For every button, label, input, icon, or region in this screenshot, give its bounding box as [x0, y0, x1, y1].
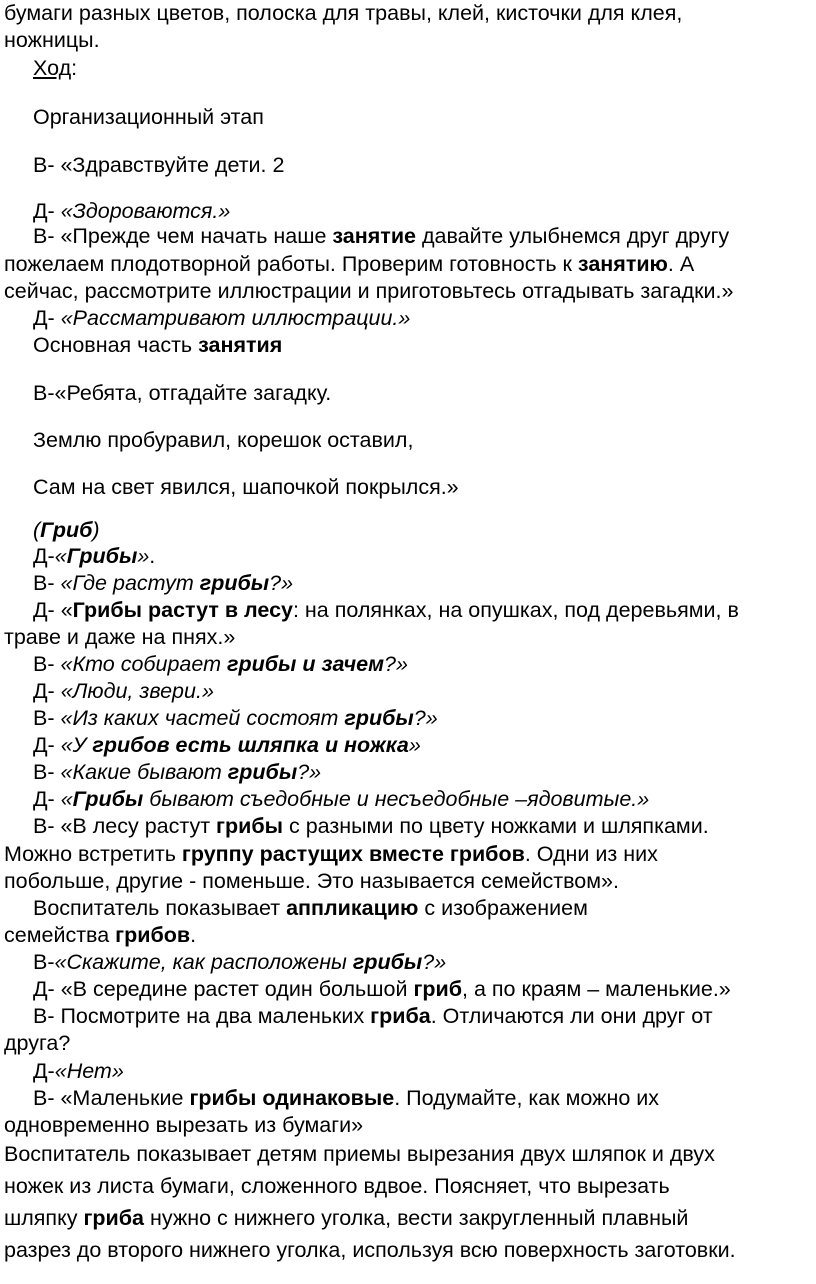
riddle-line: Сам на свет явился, шапочкой покрылся.»: [33, 475, 459, 499]
text-line: В- «Из каких частей состоят грибы?»: [33, 706, 438, 730]
text-line: Д- «Рассматривают иллюстрации.»: [33, 306, 411, 330]
text-line: траве и даже на пнях.»: [4, 625, 236, 649]
text-line: Основная часть занятия: [33, 333, 283, 357]
text-line: В- Посмотрите на два маленьких гриба. Отличаются ли они друг от: [33, 1004, 713, 1028]
text-line: В- «Кто собирает грибы и зачем?»: [33, 652, 408, 676]
text-line: В- «Прежде чем начать наше занятие давайте улыбнемся друг другу: [33, 224, 730, 248]
text-line: шляпку гриба нужно с нижнего уголка, вести закругленный плавный: [4, 1206, 689, 1230]
text-line: сейчас, рассмотрите иллюстрации и приготовьтесь отгадывать загадки.»: [4, 279, 734, 303]
text-line: Д- «У грибов есть шляпка и ножка»: [33, 733, 421, 757]
text-line: разрез до второго нижнего уголка, используя всю поверхность заготовки.: [4, 1238, 736, 1262]
text-line: В- «В лесу растут грибы с разными по цвету ножками и шляпками.: [33, 814, 709, 838]
section-heading-progress: Ход:: [33, 56, 78, 80]
text-line: (Гриб): [33, 518, 100, 542]
text-line: ножницы.: [4, 28, 100, 52]
text-line: друга?: [4, 1031, 71, 1055]
text-line: В- «Маленькие грибы одинаковые. Подумайте, как можно их: [33, 1086, 660, 1110]
text-line: В-«Скажите, как расположены грибы?»: [33, 950, 447, 974]
text-line: Воспитатель показывает детям приемы вырезания двух шляпок и двух: [4, 1142, 715, 1166]
text-line: Воспитатель показывает аппликацию с изображением: [33, 896, 588, 920]
text-line: Д- «Грибы бывают съедобные и несъедобные –ядовитые.»: [33, 787, 650, 811]
text-line: Д-«Нет»: [33, 1059, 124, 1083]
text-line: В- «Какие бывают грибы?»: [33, 760, 322, 784]
text-line: побольше, другие - поменьше. Это называется семейством».: [4, 869, 619, 893]
text-line: Д- «Здороваются.»: [33, 199, 231, 223]
text-line: семейства грибов.: [4, 923, 197, 947]
text-line: Можно встретить группу растущих вместе грибов. Одни из них: [4, 842, 658, 866]
text-line: В-«Ребята, отгадайте загадку.: [33, 381, 332, 405]
riddle-line: Землю пробуравил, корешок оставил,: [33, 428, 414, 452]
text-line: бумаги разных цветов, полоска для травы, клей, кисточки для клея,: [4, 1, 683, 25]
text-line: Д- «Люди, звери.»: [33, 679, 214, 703]
text-line: ножек из листа бумаги, сложенного вдвое. Поясняет, что вырезать: [4, 1174, 670, 1198]
text-line: Д-«Грибы».: [33, 544, 156, 568]
text-line: одновременно вырезать из бумаги»: [4, 1113, 364, 1137]
text-line: В- «Здравствуйте дети. 2: [33, 153, 285, 177]
text-line: пожелаем плодотворной работы. Проверим готовность к занятию. А: [4, 252, 695, 276]
text-line: Д- «Грибы растут в лесу: на полянках, на опушках, под деревьями, в: [33, 598, 739, 622]
text-line: В- «Где растут грибы?»: [33, 571, 294, 595]
text-line: Организационный этап: [33, 105, 264, 129]
text-line: Д- «В середине растет один большой гриб, а по краям – маленькие.»: [33, 977, 731, 1001]
